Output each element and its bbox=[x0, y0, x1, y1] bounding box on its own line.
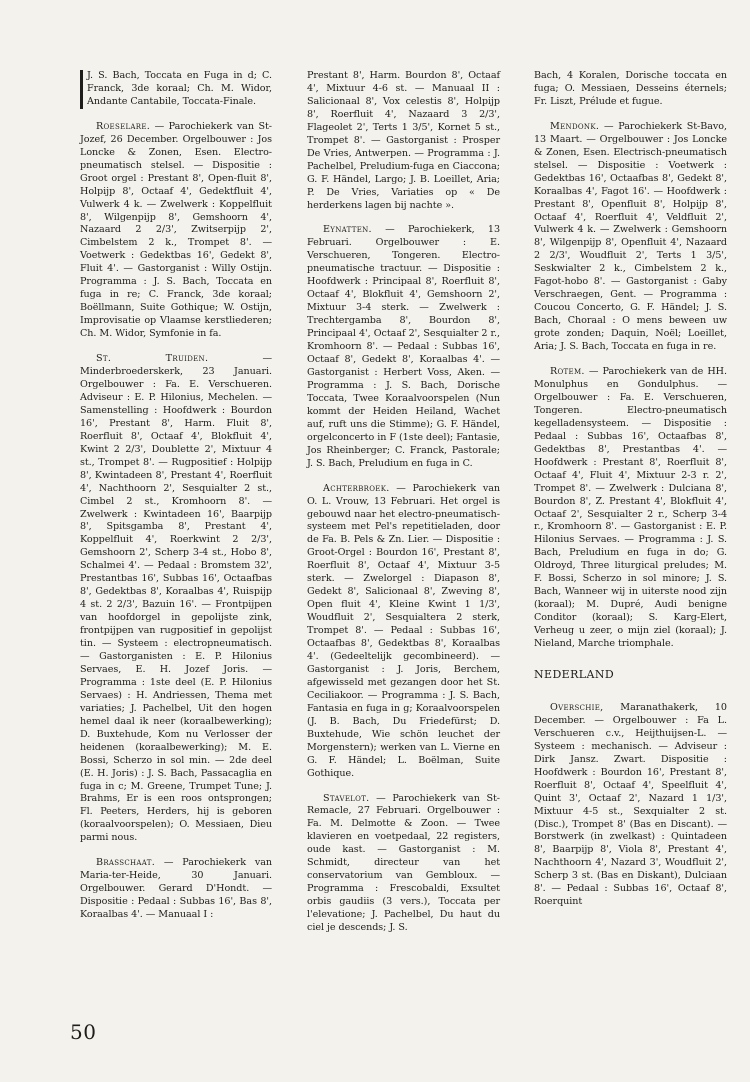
place-name: Rotem. bbox=[550, 366, 585, 378]
place-name: Eynatten. bbox=[323, 224, 372, 236]
place-name: Roeselare. bbox=[96, 120, 151, 132]
paragraph-roeselare bbox=[80, 121, 272, 341]
paragraph-continuation: J. S. Bach, Toccata en Fuga in d; C. Franck, 3de koraal; Ch. M. Widor, Andante Cantabile, Toccata-Finale. bbox=[80, 70, 272, 109]
paragraph-body: — Minderbroederskerk, 23 Januari. Orgelbouwer : Fa. E. Verschueren. Adviseur : E. P. Hilonius, Mechelen. — Samenstelling : Hoofdwerk : Bourdon 16', Prestant 8', Harm. Fluit 8', Roerfluit 8', Octaaf 4', Blokfluit 4', Kwint 2 2/3', Doublette 2', Mixtuur 4 st., Trompet 8'. — Rugpositief : Holpijp 8', Kwintadeen 8', Prestant 4', Roerfluit 4', Nachthoorn 2', Sesquialter 2 st., Cimbel 2 st., Kromhoorn 8'. — Zwelwerk : Kwintadeen 16', Baarpijp 8', Spitsgamba 8', Prestant 4', Koppelfluit 4', Roerkwint 2 2/3', Gemshoorn 2', Scherp 3-4 st., Hobo 8', Schalmei 4'. — Pedaal : Bromstem 32', Prestantbas 16', Subbas 16', Octaafbas 8', Gedektbas 8', Koraalbas 4', Ruispijp 4 st. 2 2/3', Bazuin 16'. — Frontpijpen van hoofdorgel in gepolijste zink, frontpijpen van rugpositief in gepolijst tin. — Systeem : electropneumatisch. — Gastorganisten : E. P. Hilonius Servaes, E. H. Jozef Joris. — Programma : 1ste deel (E. P. Hilonius Servaes) : H. Andriessen, Thema met variaties; J. Pachelbel, Uit den hogen hemel daal ik neer (koraalbewerking); D. Buxtehude, Kom nu Verlosser der heidenen (koraalbewerking); M. E. Bossi, Scherzo in sol min. — 2de deel (E. H. Joris) : J. S. Bach, Passacaglia en fuga in c; M. Greene, Trumpet Tune; J. Brahms, Er is een roos ontsprongen; Fl. Peeters, Herders, hij is geboren (koraalvoorspelen); O. Messiaen, Dieu parmi nous. bbox=[80, 353, 272, 844]
text-column-3 bbox=[534, 70, 727, 921]
place-name: St. Truiden. bbox=[96, 353, 209, 365]
paragraph-body: — Parochiekerk van Maria-ter-Heide, 30 Januari. Orgelbouwer. Gerard D'Hondt. — Dispositie : Pedaal : Subbas 16', Bas 8', Koraalbas 4'. — Manuaal I : bbox=[80, 857, 272, 921]
paragraph-body: — Parochiekerk van St-Jozef, 26 December. Orgelbouwer : Jos Loncke & Zonen, Esen. Electro-pneumatisch stelsel. — Dispositie : Groot orgel : Prestant 8', Open-fluit 8', Holpijp 8', Octaaf 4', Gedektfluit 4', Vulwerk 4 k. — Zwelwerk : Koppelfluit 8', Wilgenpijp 8', Gemshoorn 4', Nazaard 2 2/3', Zwitserpijp 2', Cimbelstem 2 k., Trompet 8'. — Voetwerk : Gedektbas 16', Gedekt 8', Fluit 4'. — Gastorganist : Willy Ostijn. Programma : J. S. Bach, Toccata en fuga in re; C. Franck, 3de koraal; Boëllmann, Suite Gothique; W. Ostijn, Improvisatie op Vlaamse kerstliederen; Ch. M. Widor, Symfonie in fa. bbox=[80, 120, 272, 340]
paragraph-rotem bbox=[534, 366, 727, 651]
paragraph-body: — Parochiekerk van de HH. Monulphus en Gondulphus. — Orgelbouwer : Fa. E. Verschueren, Tongeren. Electro-pneumatisch kegelladensysteem. — Dispositie : Pedaal : Subbas 16', Octaafbas 8', Gedektbas 8', Prestantbas 4'. — Hoofdwerk : Prestant 8', Roerfluit 8', Octaaf 4', Fluit 4', Mixtuur 2-3 r. 2', Trompet 8'. — Zwelwerk : Dulciana 8', Bourdon 8', Z. Prestant 4', Blokfluit 4', Octaaf 2', Sesquialter 2 r., Scherp 3-4 r., Kromhoorn 8'. — Gastorganist : E. P. Hilonius Servaes. — Programma : J. S. Bach, Preludium en fuga in do; G. Oldroyd, Three liturgical preludes; M. F. Bossi, Scherzo in sol minore; J. S. Bach, Wanneer wij in uiterste nood zijn (koraal); M. Dupré, Audi benigne Conditor (koraal); S. Karg-Elert, Verheug u zeer, o mijn ziel (koraal); J. Nieland, Marche triomphale. bbox=[534, 366, 727, 650]
place-name: Achterbroek. bbox=[323, 482, 390, 494]
paragraph-continuation: Prestant 8', Harm. Bourdon 8', Octaaf 4', Mixtuur 4-6 st. — Manuaal II : Salicionaal 8', Vox celestis 8', Holpijp 8', Roerfluit 4', Nazaard 3 2/3', Flageolet 2', Terts 1 3/5', Kornet 5 st., Trompet 8'. — Gastorganist : Prosper De Vries, Antwerpen. — Programma : J. Pachelbel, Preludium-fuga en Ciaccona; G. F. Händel, Largo; J. B. Loeillet, Aria; P. De Vries, Variaties op « De herderkens lagen bij nachte ». bbox=[307, 70, 500, 211]
text-column-2 bbox=[307, 70, 500, 947]
paragraph-eynatten bbox=[307, 224, 500, 470]
paragraph-brasschaat bbox=[80, 857, 272, 922]
place-name: Brasschaat. bbox=[96, 857, 156, 869]
paragraph-achterbroek bbox=[307, 483, 500, 781]
section-heading: NEDERLAND bbox=[534, 667, 615, 681]
place-name: Overschie, bbox=[550, 701, 604, 713]
text-column-1 bbox=[80, 70, 272, 934]
paragraph-stavelot bbox=[307, 793, 500, 935]
paragraph-continuation: Bach, 4 Koralen, Dorische toccata en fuga; O. Messiaen, Desseins éternels; Fr. Liszt, Prélude et fugue. bbox=[534, 70, 727, 107]
paragraph-body: — Parochiekerk St-Bavo, 13 Maart. — Orgelbouwer : Jos Loncke & Zonen, Esen. Electrisch-pneumatisch stelsel. — Dispositie : Voetwerk : Gedektbas 16', Octaafbas 8', Gedekt 8', Koraalbas 4', Fagot 16'. — Hoofdwerk : Prestant 8', Openfluit 8', Holpijp 8', Octaaf 4', Roerfluit 4', Veldfluit 2', Vulwerk 4 k. — Zwelwerk : Gemshoorn 8', Wilgenpijp 8', Openfluit 4', Nazaard 2 2/3', Woudfluit 2', Terts 1 3/5', Seskwialter 2 k., Cimbelstem 2 k., Fagot-hobo 8'. — Gastorganist : Gaby Verschraegen, Gent. — Programma : Coucou Concerto, G. F. Händel; J. S. Bach, Choraal : O mens beween uw grote zonden; Daquin, Noël; Loeillet, Aria; J. S. Bach, Toccata en fuga in re. bbox=[534, 120, 727, 353]
paragraph-body: Maranathakerk, 10 December. — Orgelbouwer : Fa L. Verschueren c.v., Heijthuijsen-L. — Systeem : mechanisch. — Adviseur : Dirk Jansz. Zwart. Dispositie : Hoofdwerk : Bourdon 16', Prestant 8', Roerfluit 8', Octaaf 4', Speelfluit 4', Quint 3', Octaaf 2', Nazard 1 1/3', Mixtuur 4-5 st., Sexquialter 2 st. (Disc.), Trompet 8' (Bas en Discant). — Borstwerk (in zwelkast) : Quintadeen 8', Baarpijp 8', Viola 8', Prestant 4', Nachthoorn 4', Nazard 3', Woudfluit 2', Scherp 3 st. (Bas en Diskant), Dulciaan 8'. — Pedaal : Subbas 16', Octaaf 8', Roerquint bbox=[534, 701, 727, 908]
place-name: Stavelot. bbox=[323, 792, 370, 804]
place-name: Mendonk. bbox=[550, 120, 600, 132]
paragraph-body: — Parochiekerk van O. L. Vrouw, 13 Februari. Het orgel is gebouwd naar het electro-pneumatisch-systeem met Pel's repetitieladen, door de Fa. B. Pels & Zn. Lier. — Dispositie : Groot-Orgel : Bourdon 16', Prestant 8', Roerfluit 8', Octaaf 4', Mixtuur 3-5 sterk. — Zwelorgel : Diapason 8', Gedekt 8', Salicionaal 8', Zweving 8', Open fluit 4', Kleine Kwint 1 1/3', Woudfluit 2', Sesquialtera 2 sterk, Trompet 8'. — Pedaal : Subbas 16', Octaafbas 8', Gedektbas 8', Koraalbas 4'. (Gedeeltelijk gecombineerd). — Gastorganist : J. Joris, Berchem, afgewisseld met gezangen door het St. Ceciliakoor. — Programma : J. S. Bach, Fantasia en fuga in g; Koraalvoorspelen (J. B. Bach, Du Friedefürst; D. Buxtehude, Wie schön leuchet der Morgenstern); werken van L. Vierne en G. F. Händel; L. Boëlman, Suite Gothique. bbox=[307, 482, 500, 779]
paragraph-body: — Parochiekerk van St-Remacle, 27 Februari. Orgelbouwer : Fa. M. Delmotte & Zoon. — Twee klavieren en voetpedaal, 22 registers, oude kast. — Gastorganist : M. Schmidt, directeur van het conservatorium van Gembloux. — Programma : Frescobaldi, Exsultet orbis gaudiis (3 vers.), Toccata per l'elevatione; J. Pachelbel, Du haut du ciel je descends; J. S. bbox=[307, 792, 500, 934]
paragraph-st-truiden bbox=[80, 353, 272, 845]
paragraph-overschie bbox=[534, 702, 727, 909]
paragraph-mendonk bbox=[534, 121, 727, 354]
page-number: 50 bbox=[70, 1020, 97, 1044]
paragraph-body: — Parochiekerk, 13 Februari. Orgelbouwer : E. Verschueren, Tongeren. Electro-pneumatische tractuur. — Dispositie : Hoofdwerk : Principaal 8', Roerfluit 8', Octaaf 4', Blokfluit 4', Gemshoorn 2', Mixtuur 3-4 sterk. — Zwelwerk : Trechtergamba 8', Bourdon 8', Principaal 4', Octaaf 2', Sesquialter 2 r., Kromhoorn 8'. — Pedaal : Subbas 16', Octaaf 8', Gedekt 8', Koraalbas 4'. — Gastorganist : Herbert Voss, Aken. — Programma : J. S. Bach, Dorische Toccata, Twee Koraalvoorspelen (Nun kommt der Heiden Heiland, Wachet auf, ruft uns die Stimme); G. F. Händel, orgelconcerto in F (1ste deel); Fantasie, Jos Rheinberger; C. Franck, Pastorale; J. S. Bach, Preludium en fuga in C. bbox=[307, 224, 500, 469]
